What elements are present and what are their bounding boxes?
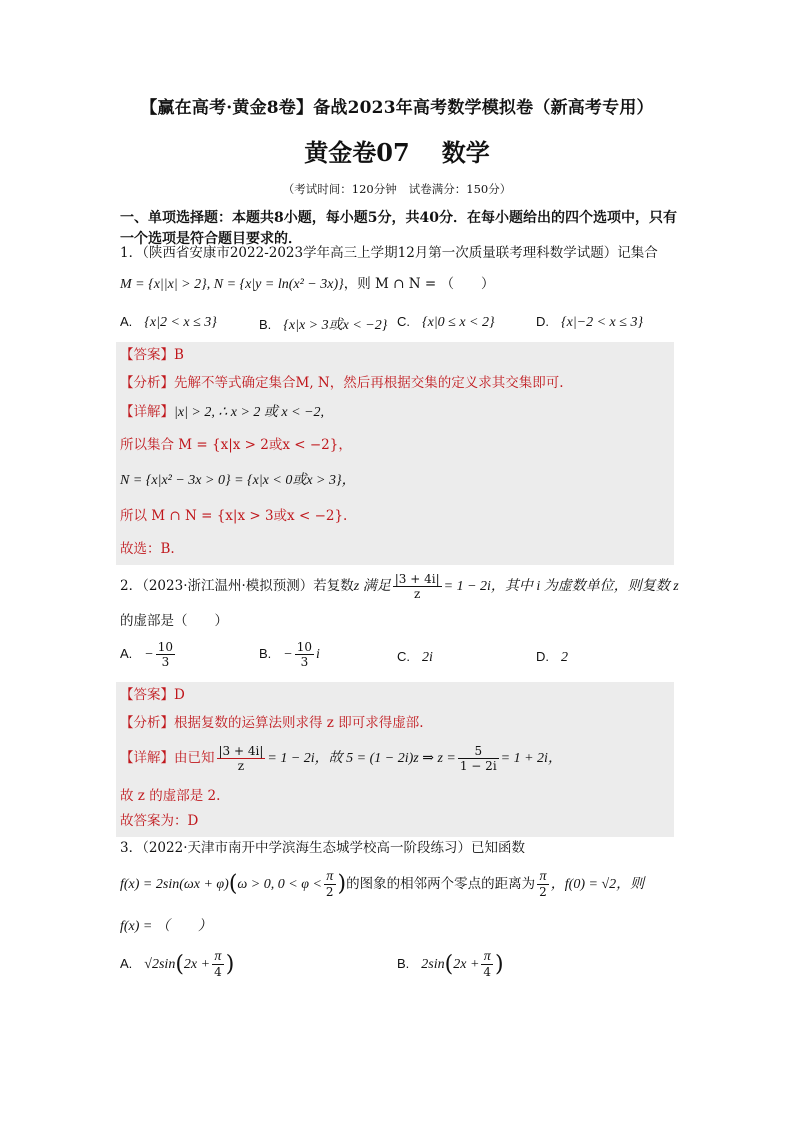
- q2-stem-2: 的虚部是（ ）: [120, 613, 228, 629]
- exam-info: [0, 181, 794, 197]
- q2-answer: 【答案】D: [120, 687, 185, 703]
- q1-option-d[interactable]: D. {x|−2 < x ≤ 3}: [536, 314, 644, 330]
- q2-option-d[interactable]: D. 2: [536, 649, 568, 665]
- q3-stem: 3．（2022·天津市南开中学滨海生态城学校高一阶段练习）已知函数: [120, 840, 525, 856]
- section-heading: 一、单项选择题：本题共8小题，每小题5分，共40分．在每小题给出的四个选项中，只有一个选项是符合题目要求的．: [120, 210, 677, 247]
- q2-fraction: $\frac{|3 + 4i|}{z}$: [394, 572, 440, 601]
- paper-series-title: 【赢在高考·黄金8卷】备战2023年高考数学模拟卷（新高考专用）: [140, 98, 654, 118]
- q2-stem: 2．（2023·浙江温州·模拟预测）若复数z 满足 $\frac{|3 + 4i|}{z}$ = 1 − 2i，其中 i 为虚数单位，则复数 z: [120, 572, 679, 601]
- q2-conclusion: 故答案为：D: [120, 813, 199, 829]
- q1-sets: [120, 273, 680, 296]
- q1-option-a[interactable]: A. {x|2 < x ≤ 3}: [120, 314, 217, 330]
- q2-option-b[interactable]: B. − $\frac{10}{3}$ i: [259, 640, 320, 669]
- q1-detail-3: N = {x|x² − 3x > 0} = {x|x < 0或x > 3}，: [120, 473, 356, 488]
- q2-analysis: 【分析】根据复数的运算法则求得 z 即可求得虚部.: [120, 715, 424, 731]
- q2-option-a[interactable]: A. − $\frac{10}{3}$: [120, 640, 174, 669]
- q1-ask: ，则 M ∩ N = （ ）: [343, 276, 495, 292]
- exam-time: （考试时间：120分钟: [282, 182, 397, 196]
- full-score: 试卷满分：150分）: [408, 182, 512, 196]
- q1-detail-2: 所以集合 M = {x|x > 2或x < −2}，: [120, 437, 352, 453]
- q3-option-b[interactable]: B. 2sin(2x + $\frac{\pi}{4}$ ): [397, 949, 504, 979]
- q1-answer: 【答案】B: [120, 347, 184, 363]
- q1-set-definitions: M = {x||x| > 2}, N = {x|y = ln(x² − 3x)}: [120, 277, 344, 292]
- q1-option-b[interactable]: B. {x|x > 3或x < −2}: [259, 317, 388, 333]
- q1-stem: 1．（陕西省安康市2022-2023学年高三上学期12月第一次质量联考理科数学试题）记集合: [120, 245, 658, 261]
- subject-name: 数学: [441, 138, 490, 167]
- q1-analysis: 【分析】先解不等式确定集合M, N，然后再根据交集的定义求其交集即可.: [120, 375, 564, 391]
- paper-title: [0, 133, 794, 168]
- q1-detail-4: 所以 M ∩ N = {x|x > 3或x < −2}.: [120, 508, 348, 524]
- q1-detail-1: 【详解】|x| > 2, ∴ x > 2 或 x < −2,: [120, 404, 325, 420]
- paper-number: 黄金卷07: [304, 138, 410, 167]
- q1-option-c[interactable]: C. {x|0 ≤ x < 2}: [397, 314, 495, 330]
- q2-detail-2: 故 z 的虚部是 2.: [120, 788, 221, 804]
- q2-option-c[interactable]: C. 2i: [397, 649, 433, 665]
- q3-option-a[interactable]: A. √2sin(2x + $\frac{\pi}{4}$ ): [120, 949, 235, 979]
- q2-detail-1: 【详解】由已知 $\frac{|3 + 4i|}{z}$ = 1 − 2i，故 5 = (1 − 2i)z ⇒ z = $\frac{5}{1 - 2i}$ = 1 + 2i，: [120, 744, 562, 773]
- q3-ask: f(x) = （ ）: [120, 919, 212, 934]
- q1-conclusion: 故选：B.: [120, 541, 175, 557]
- q3-function: f(x) = 2sin(ωx + φ)(ω > 0, 0 < φ < $\frac{\pi}{2}$ )的图象的相邻两个零点的距离为 $\frac{\pi}{2}$ ，f(0) = √2，则: [120, 869, 645, 899]
